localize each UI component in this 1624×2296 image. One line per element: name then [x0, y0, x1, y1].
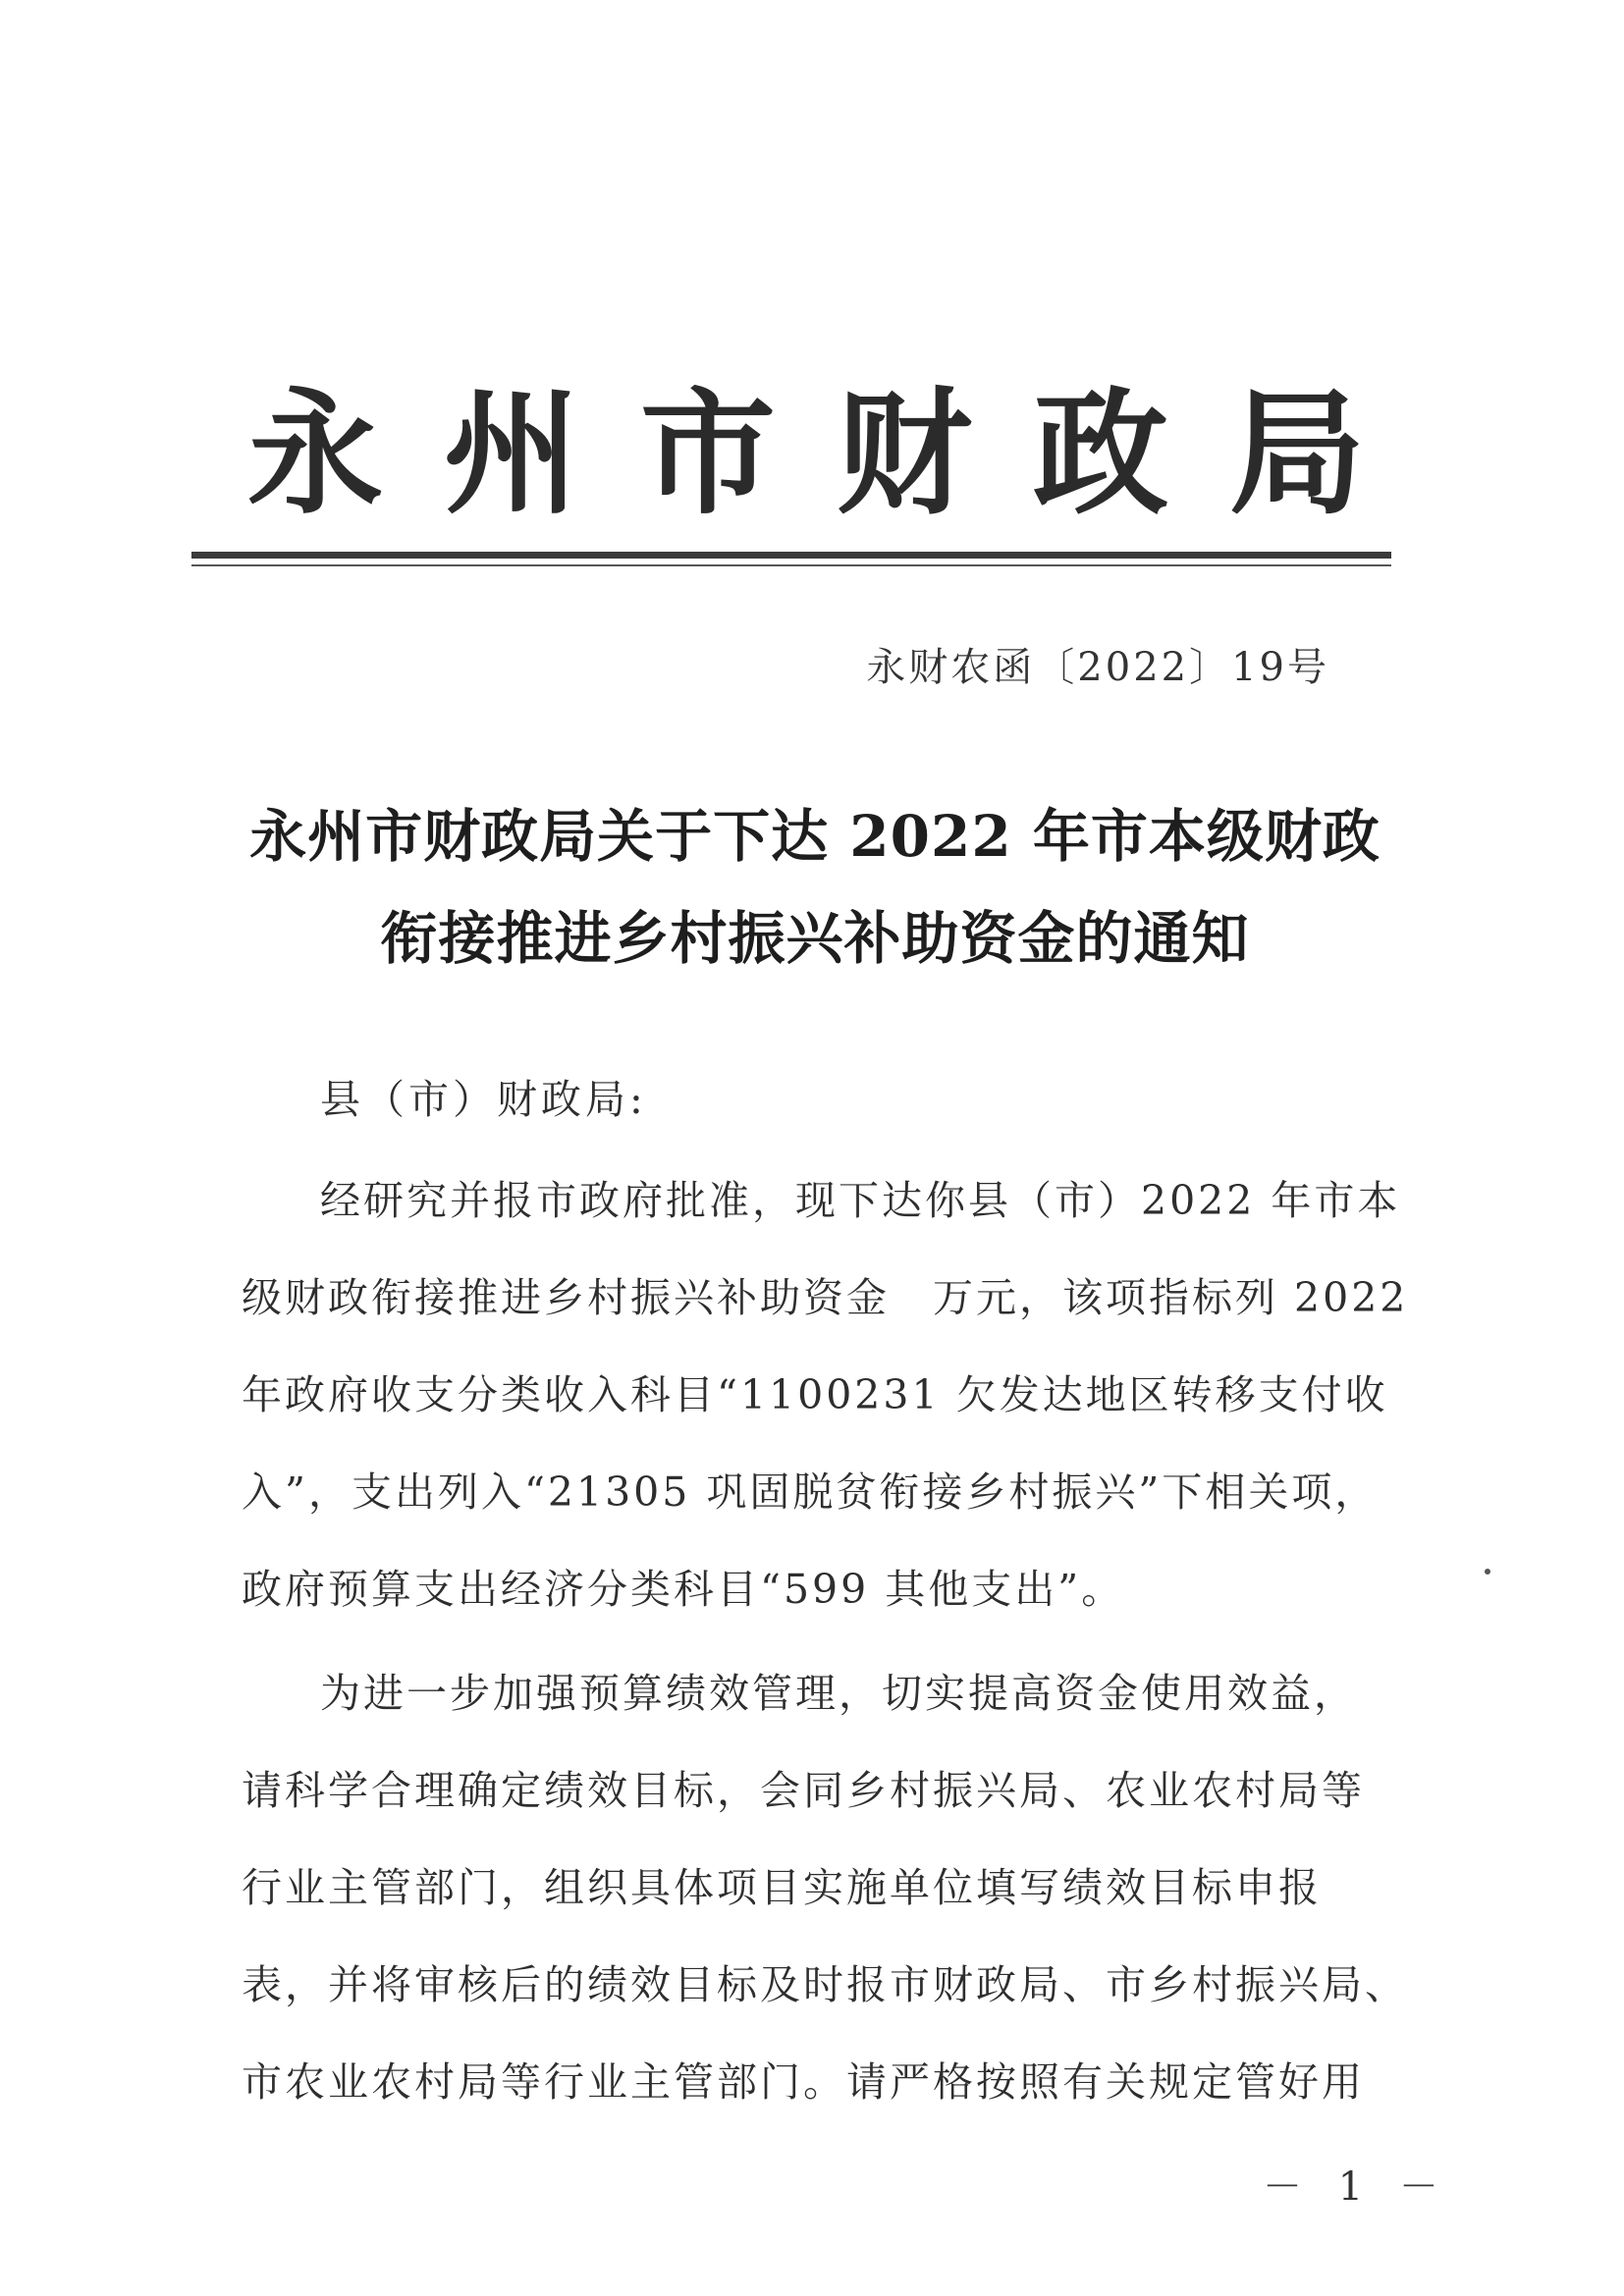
body-line: 请科学合理确定绩效目标，会同乡村振兴局、农业农村局等	[242, 1767, 1365, 1814]
title-line: 衔接推进乡村振兴补助资金的通知	[380, 905, 1250, 972]
document-title	[226, 785, 1404, 989]
body-line: 入”，支出列入“21305 巩固脱贫衔接乡村振兴”下相关项，	[242, 1468, 1379, 1516]
page-number: － 1 －	[1263, 2164, 1450, 2210]
title-line: 永州市财政局关于下达 2022 年市本级财政	[249, 803, 1380, 870]
document-number: 永财农函〔2022〕19号	[866, 645, 1329, 690]
body-line: 表，并将审核后的绩效目标及时报市财政局、市乡村振兴局、	[242, 1961, 1408, 2008]
header-rule-thick	[191, 552, 1391, 559]
organization-header: 永州市财政局	[247, 375, 1427, 533]
body-line: 市农业农村局等行业主管部门。请严格按照有关规定管好用	[242, 2058, 1365, 2106]
scan-speck	[1485, 1569, 1490, 1575]
body-line: 级财政衔接推进乡村振兴补助资金 万元，该项指标列 2022	[242, 1274, 1409, 1321]
body-line: 为进一步加强预算绩效管理，切实提高资金使用效益，	[320, 1670, 1357, 1717]
body-line: 经研究并报市政府批准，现下达你县（市）2022 年市本	[320, 1177, 1401, 1224]
body-line: 行业主管部门，组织具体项目实施单位填写绩效目标申报	[242, 1864, 1322, 1911]
body-line: 政府预算支出经济分类科目“599 其他支出”。	[242, 1566, 1125, 1613]
salutation: 县（市）财政局:	[320, 1076, 647, 1123]
body-line: 年政府收支分类收入科目“1100231 欠发达地区转移支付收	[242, 1371, 1388, 1418]
header-rule-thin	[191, 564, 1391, 566]
